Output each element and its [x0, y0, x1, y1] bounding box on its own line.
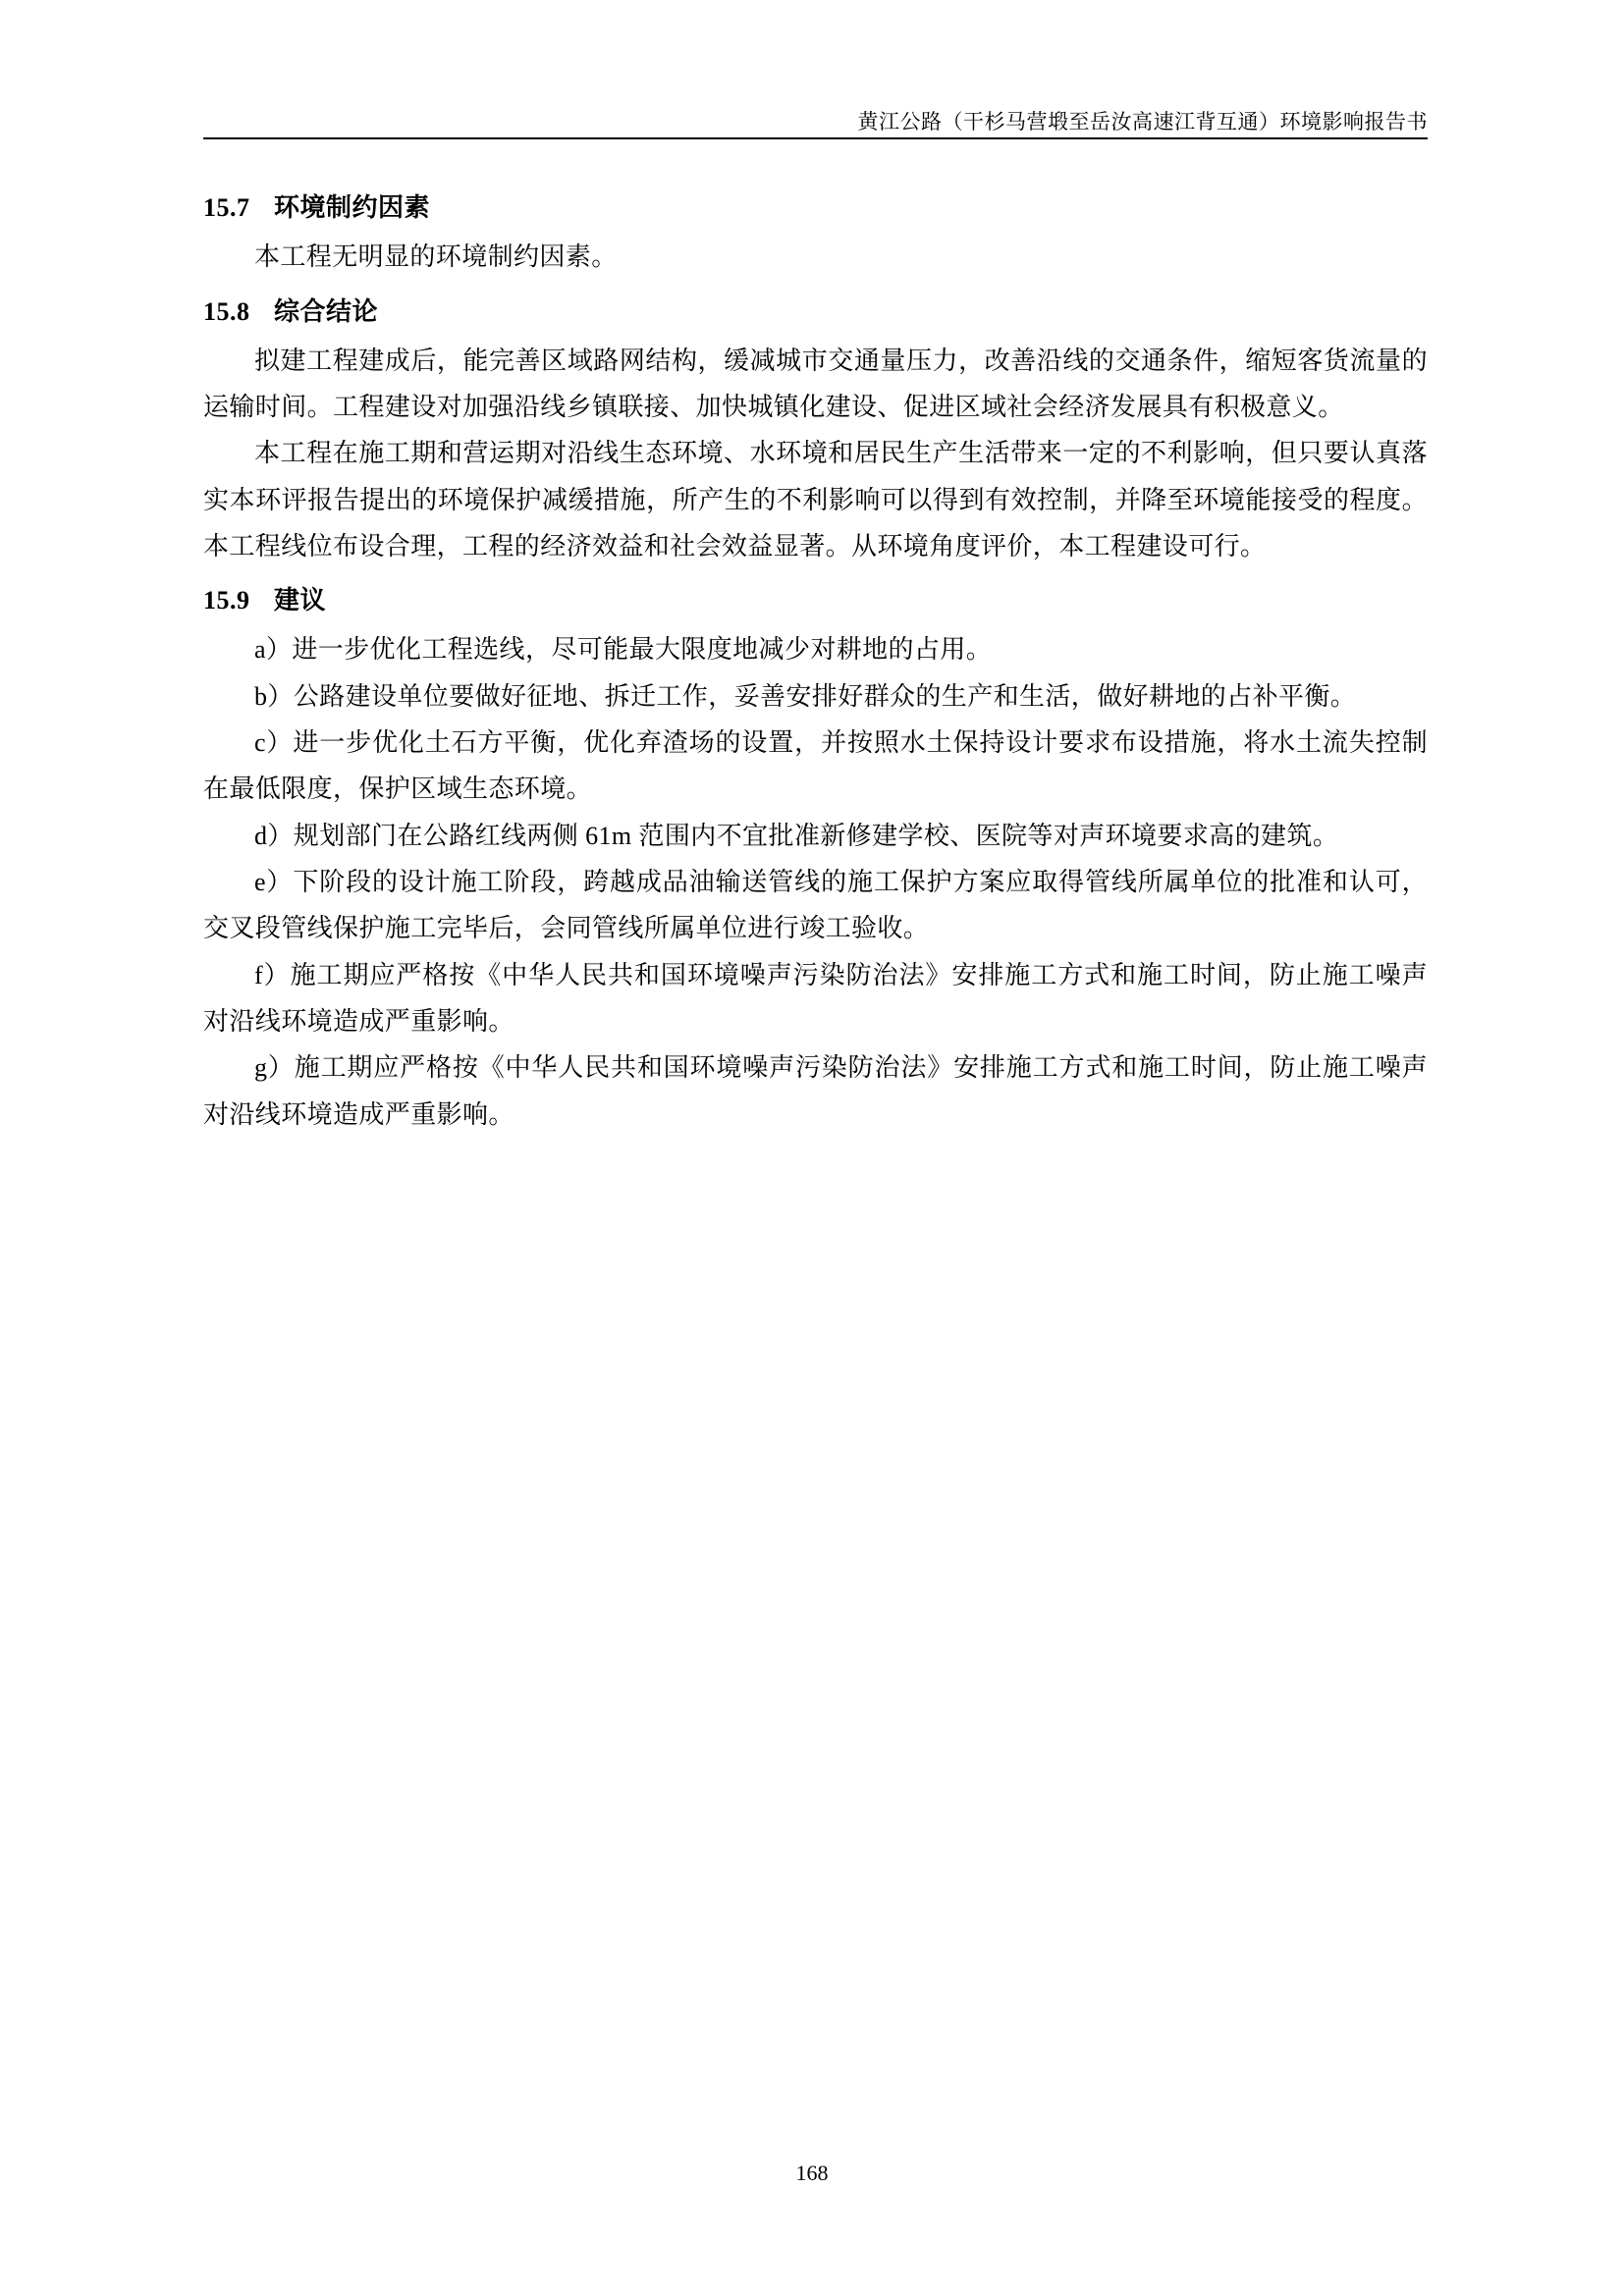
running-header: 黄江公路（干杉马营塅至岳汝高速江背互通）环境影响报告书	[857, 110, 1428, 133]
paragraph: a）进一步优化工程选线，尽可能最大限度地减少对耕地的占用。	[254, 635, 993, 665]
paragraph: e）下阶段的设计施工阶段，跨越成品油输送管线的施工保护方案应取得管线所属单位的批准和认可，交叉段管线保护施工完毕后，会同管线所属单位进行竣工验收。	[203, 868, 1428, 943]
paragraph: b）公路建设单位要做好征地、拆迁工作，妥善安排好群众的生产和生活，做好耕地的占补平衡。	[254, 681, 1357, 711]
paragraph: 拟建工程建成后，能完善区域路网结构，缓减城市交通量压力，改善沿线的交通条件，缩短客货流量的运输时间。工程建设对加强沿线乡镇联接、加快城镇化建设、促进区域社会经济发展具有积极意义。	[203, 346, 1428, 421]
spacer	[203, 281, 1428, 291]
paragraph: 本工程无明显的环境制约因素。	[254, 242, 618, 272]
section-number: 15.9	[203, 586, 250, 615]
section-number: 15.8	[203, 296, 250, 326]
header-divider	[203, 137, 1428, 139]
section-title: 综合结论	[274, 296, 379, 326]
paragraph: 本工程在施工期和营运期对沿线生态环境、水环境和居民生产生活带来一定的不利影响，但只要认真落实本环评报告提出的环境保护减缓措施，所产生的不利影响可以得到有效控制，并降至环境能接受的程度。本工程线位布设合理，工程的经济效益和社会效益显著。从环境角度评价，本工程建设可行。	[203, 439, 1428, 561]
section-title: 环境制约因素	[274, 193, 431, 222]
page-number: 168	[795, 2161, 829, 2185]
section-heading-15-9	[203, 579, 1428, 622]
spacer	[203, 569, 1428, 579]
section-title: 建议	[274, 586, 327, 615]
paragraph: d）规划部门在公路红线两侧 61m 范围内不宜批准新修建学校、医院等对声环境要求高的建筑。	[254, 821, 1339, 850]
document-body	[203, 187, 1428, 1138]
paragraph: c）进一步优化土石方平衡，优化弃渣场的设置，并按照水土保持设计要求布设措施，将水土流失控制在最低限度，保护区域生态环境。	[203, 728, 1428, 804]
section-number: 15.7	[203, 193, 250, 222]
section-heading-15-7	[203, 187, 1428, 230]
paragraph: f）施工期应严格按《中华人民共和国环境噪声污染防治法》安排施工方式和施工时间，防止施工噪声对沿线环境造成严重影响。	[203, 960, 1428, 1036]
paragraph: g）施工期应严格按《中华人民共和国环境噪声污染防治法》安排施工方式和施工时间，防止施工噪声对沿线环境造成严重影响。	[203, 1053, 1428, 1129]
section-heading-15-8	[203, 291, 1428, 334]
